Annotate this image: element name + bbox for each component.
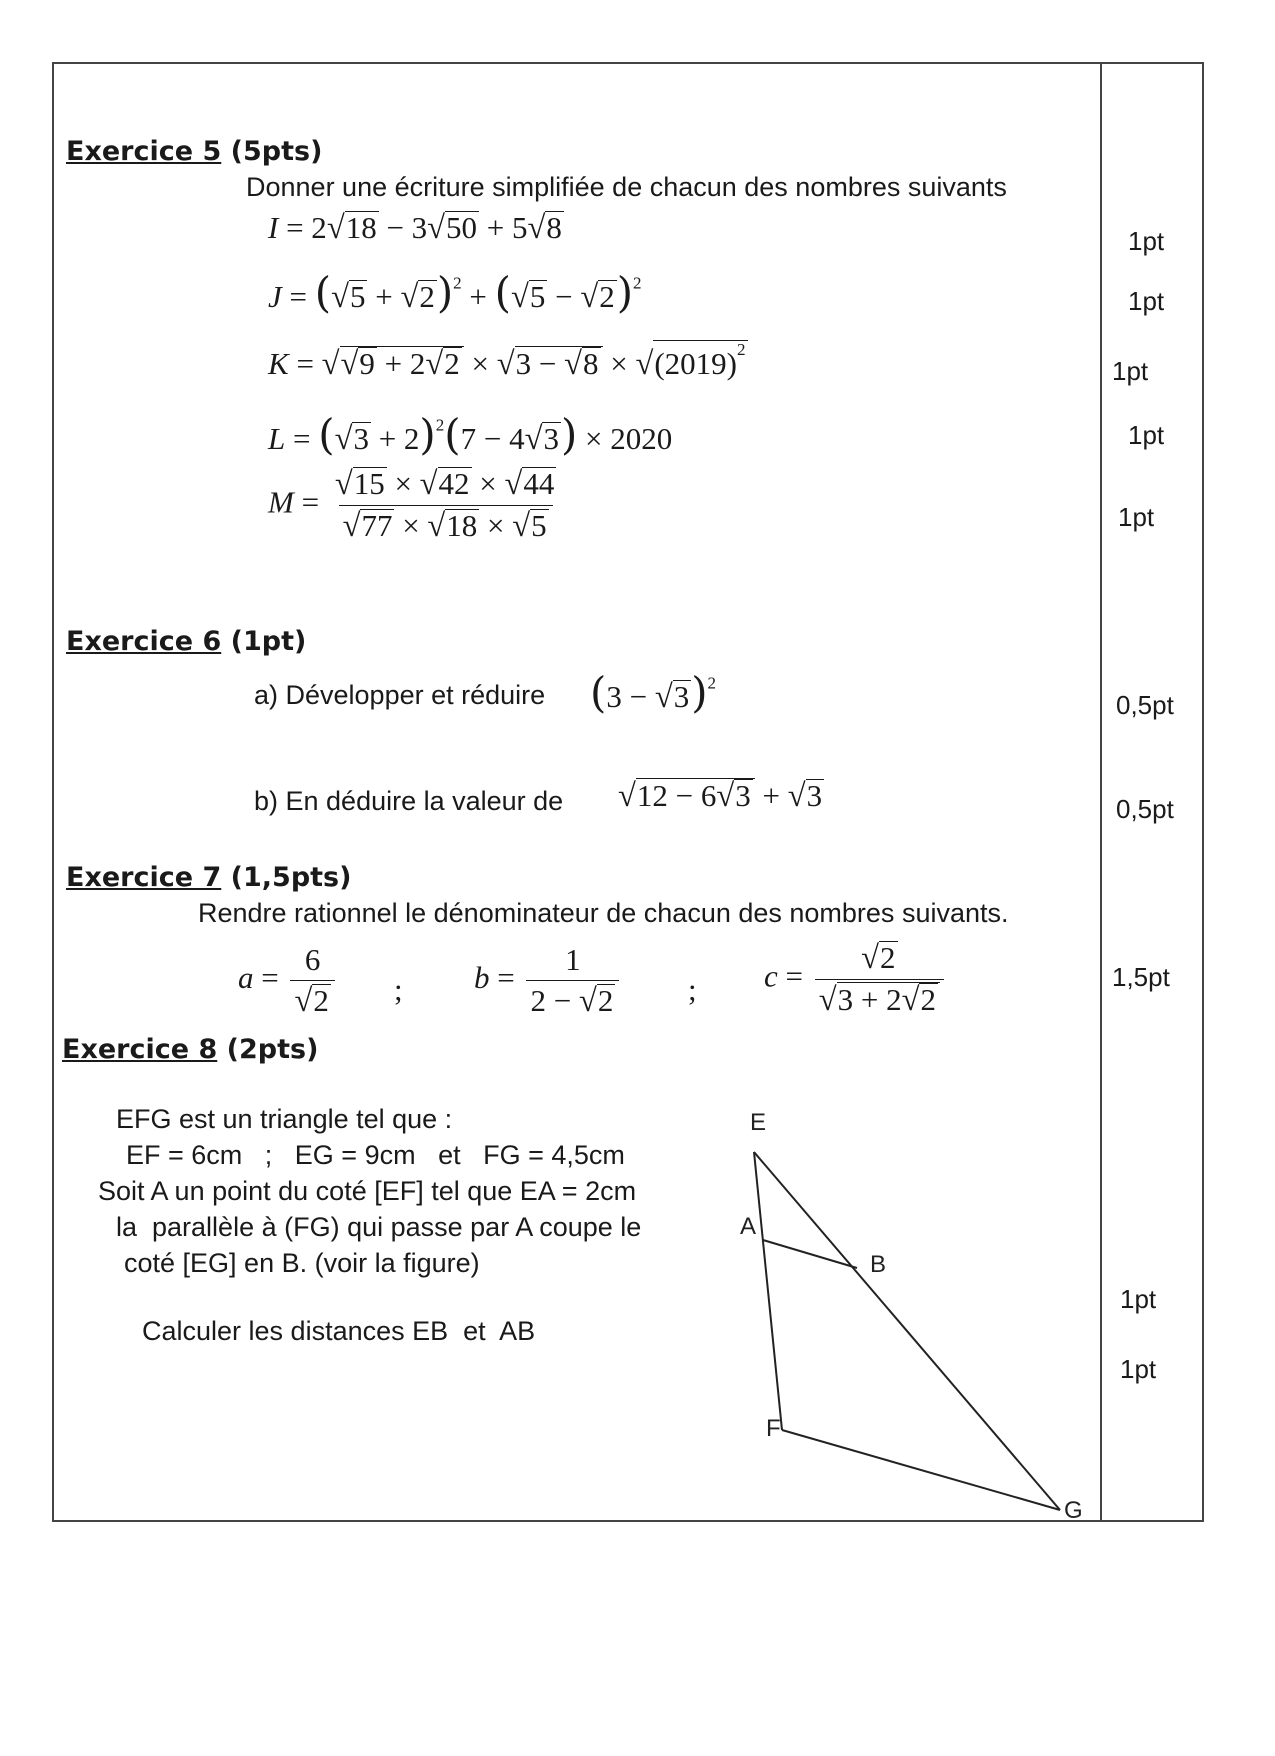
ex8-heading [62,1034,318,1065]
ex7-points: (1,5pts) [230,862,352,893]
ex5-title: Exercice 5 [66,136,222,167]
expr-J: $J = (√5 + √2)^2 + (√5 - √2)^2$ [268,268,642,317]
ex7-expr-a: a = $\frac{6}{√2}$ [238,942,339,1020]
ex6-points: (1pt) [230,626,307,657]
ex5-heading [66,136,322,167]
ex5-score-J: 1pt [1128,286,1165,316]
label-F: F [766,1415,781,1442]
ex8-score-2: 1pt [1120,1354,1157,1384]
expr-K: $K = √√9 + 2√2 \times √3 - √8 \times √(2019)^2$ [268,340,746,382]
label-E: E [750,1109,767,1136]
ex7-sep-2: ; [688,972,697,1007]
ex7-expr-b: b = $\frac{1}{2 - √2}$ [474,942,623,1020]
ex7-title: Exercice 7 [66,862,222,893]
segment-EG [754,1152,1060,1510]
ex7-heading [66,862,351,893]
ex7-instruction: Rendre rationnel le dénominateur de chacun des nombres suivants. [198,898,1009,928]
ex7-score: 1,5pt [1112,962,1170,992]
ex7-expr-c: c = $\frac{√2}{√3 + 2√2}$ [764,940,948,1019]
ex5-points: (5pts) [230,136,323,167]
segment-FG [782,1430,1060,1510]
ex8-line-4: la parallèle à (FG) qui passe par A coupe le [116,1212,642,1242]
ex5-score-I: 1pt [1128,226,1165,256]
ex5-instruction: Donner une écriture simplifiée de chacun des nombres suivants [246,172,1007,202]
ex6-b-text: b) En déduire la valeur de [254,786,564,816]
ex6-title: Exercice 6 [66,626,222,657]
label-G: G [1064,1497,1083,1524]
ex5-score-L: 1pt [1128,420,1165,450]
ex8-title: Exercice 8 [62,1034,218,1065]
ex7-sep-1: ; [394,972,403,1007]
ex5-score-M: 1pt [1118,502,1155,532]
ex6-score-a: 0,5pt [1116,690,1174,720]
ex8-line-1: EFG est un triangle tel que : [116,1104,453,1134]
ex6-score-b: 0,5pt [1116,794,1174,824]
ex8-score-1: 1pt [1120,1284,1157,1314]
expr-M: M = $\frac{√15 \times √42 \times √44}{√77 \times √18 \times √5}$ [268,466,555,544]
label-A: A [740,1213,757,1240]
triangle-figure [730,1100,1083,1524]
ex6-heading [66,626,306,657]
segment-AB [763,1240,857,1268]
expr-L: $L = (√3 + 2)^2(7 - 4√3) \times 2020$ [268,410,673,459]
ex8-points: (2pts) [226,1034,319,1065]
segment-EF [754,1152,782,1430]
ex6-a-expr: $(3 - √3)^2$ [590,668,717,717]
ex6-a-text: a) Développer et réduire [254,680,546,710]
ex5-score-K: 1pt [1112,356,1149,386]
ex8-line-2: EF = 6cm ; EG = 9cm et FG = 4,5cm [126,1140,625,1170]
ex8-question: Calculer les distances EB et AB [142,1316,536,1346]
ex6-b-expr: √12 − 6√3 + √3 [618,778,823,814]
score-column-divider [1100,62,1102,1522]
ex8-line-3: Soit A un point du coté [EF] tel que EA = 2cm [98,1176,637,1206]
label-B: B [870,1251,887,1278]
expr-I: I = 2√18 − 3√50 + 5√8 [268,210,562,246]
ex8-line-5: coté [EG] en B. (voir la figure) [124,1248,480,1278]
